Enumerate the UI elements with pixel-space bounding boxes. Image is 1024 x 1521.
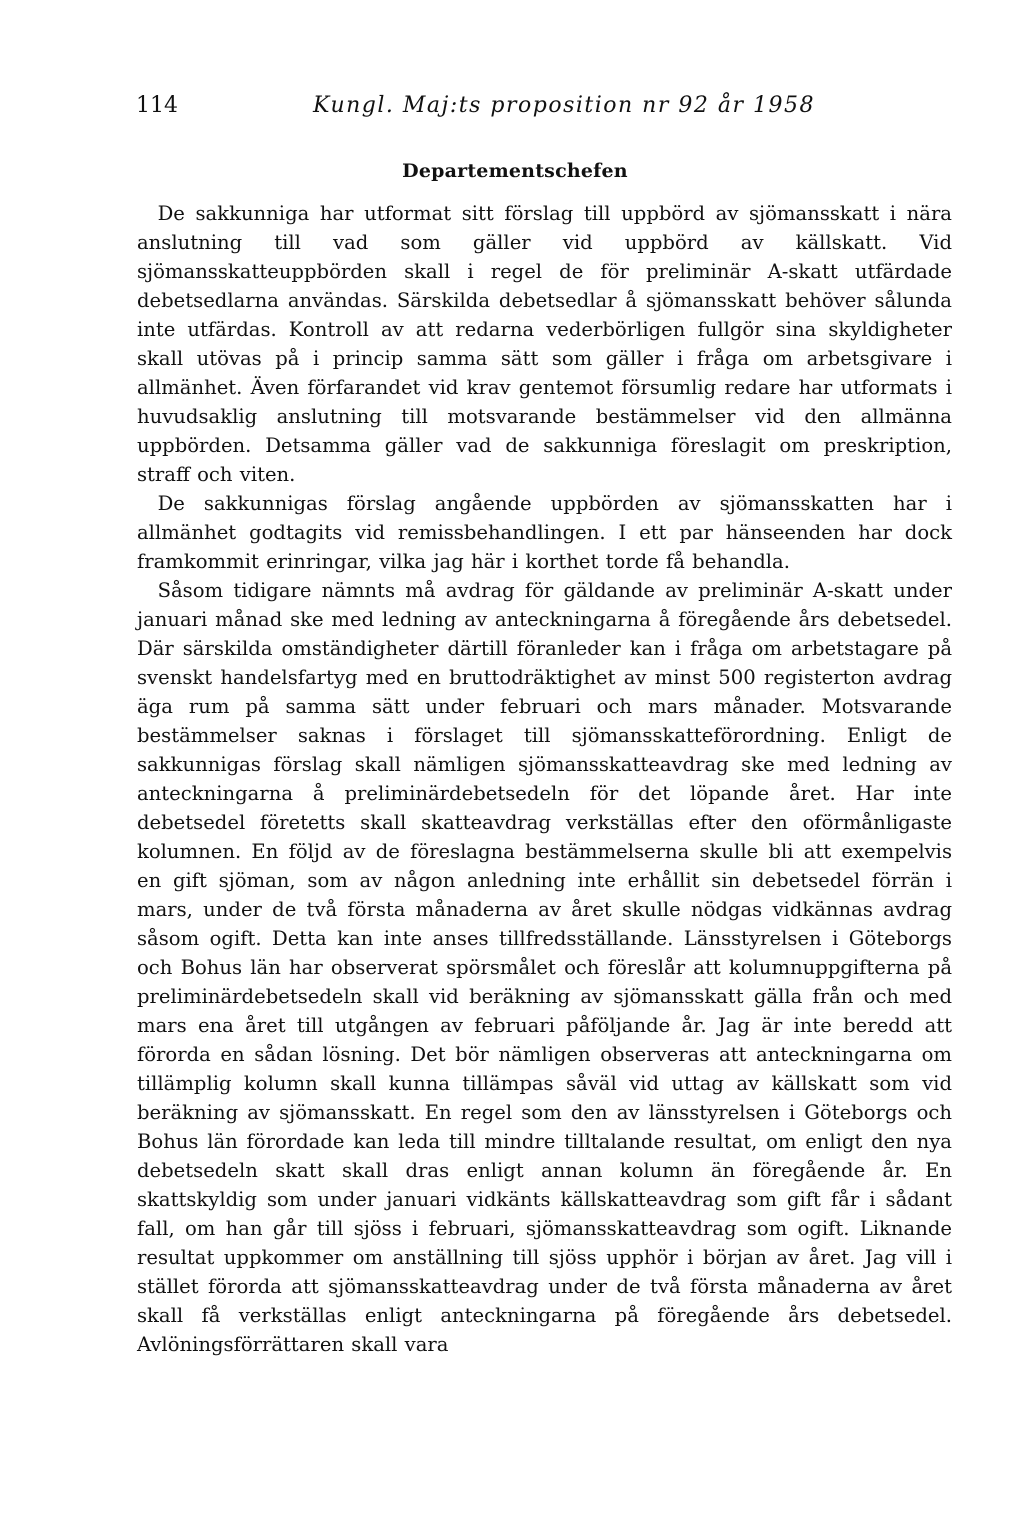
body-text bbox=[137, 199, 952, 1359]
running-title: Kungl. Maj:ts proposition nr 92 år 1958 bbox=[313, 93, 815, 118]
paragraph-2: De sakkunnigas förslag angående uppbörden av sjömansskatten har i allmänhet godtagits vid remissbehandlingen. I ett par hänseenden har dock framkommit erinringar, vilka jag här i korthet torde få behandla. bbox=[137, 492, 952, 573]
paragraph-3: Såsom tidigare nämnts må avdrag för gäldande av preliminär A-skatt under januari månad ske med ledning av anteckningarna å föregående års debetsedel. Där särskilda omständigheter därtill föranleder kan i fråga om arbetstagare på svenskt handelsfartyg med en bruttodräktighet av minst 500 registerton avdrag äga rum på samma sätt under februari och mars månader. Motsvarande bestämmelser saknas i förslaget till sjömansskatteförordning. Enligt de sakkunnigas förslag skall nämligen sjömansskatteavdrag ske med ledning av anteckningarna å preliminärdebetsedeln för det löpande året. Har inte debetsedel företetts skall skatteavdrag verkställas efter den oförmånligaste kolumnen. En följd av de föreslagna bestämmelserna skulle bli att exempelvis en gift sjöman, som av någon anledning inte erhållit sin debetsedel förrän i mars, under de två första månaderna av året skulle nödgas vidkännas avdrag såsom ogift. Detta kan inte anses tillfredsställande. Länsstyrelsen i Göteborgs och Bohus län har observerat spörsmålet och föreslår att kolumnuppgifterna på preliminärdebetsedeln skall vid beräkning av sjömansskatt gälla från och med mars ena året till utgången av februari påföljande år. Jag är inte beredd att förorda en sådan lösning. Det bör nämligen observeras att anteckningarna om tillämplig kolumn skall kunna tillämpas såväl vid uttag av källskatt som vid beräkning av sjömansskatt. En regel som den av länsstyrelsen i Göteborgs och Bohus län förordade kan leda till mindre tilltalande resultat, om enligt den nya debetsedeln skatt skall dras enligt annan kolumn än föregående år. En skattskyldig som under januari vidkänts källskatteavdrag som gift får i sådant fall, om han går till sjöss i februari, sjömansskatteavdrag som ogift. Liknande resultat uppkommer om anställning till sjöss upphör i början av året. Jag vill i stället förorda att sjömansskatteavdrag under de två första månaderna av året skall få verkställas enligt anteckningarna på föregående års debetsedel. Avlöningsförrättaren skall vara bbox=[137, 579, 952, 1356]
section-heading: Departementschefen bbox=[402, 160, 628, 182]
paragraph-1: De sakkunniga har utformat sitt förslag till uppbörd av sjömansskatt i nära anslutning till vad som gäller vid uppbörd av källskatt. Vid sjömansskatteuppbörden skall i regel de för preliminär A-skatt utfärdade debetsedlarna användas. Särskilda debetsedlar å sjömansskatt behöver sålunda inte utfärdas. Kontroll av att redarna vederbörligen fullgör sina skyldigheter skall utövas på i princip samma sätt som gäller i fråga om arbetsgivare i allmänhet. Även förfarandet vid krav gentemot försumlig redare har utformats i huvudsaklig anslutning till motsvarande bestämmelser vid den allmänna uppbörden. Detsamma gäller vad de sakkunniga föreslagit om preskription, straff och viten. bbox=[137, 202, 952, 486]
running-head bbox=[136, 88, 896, 124]
page-number: 114 bbox=[136, 93, 178, 118]
